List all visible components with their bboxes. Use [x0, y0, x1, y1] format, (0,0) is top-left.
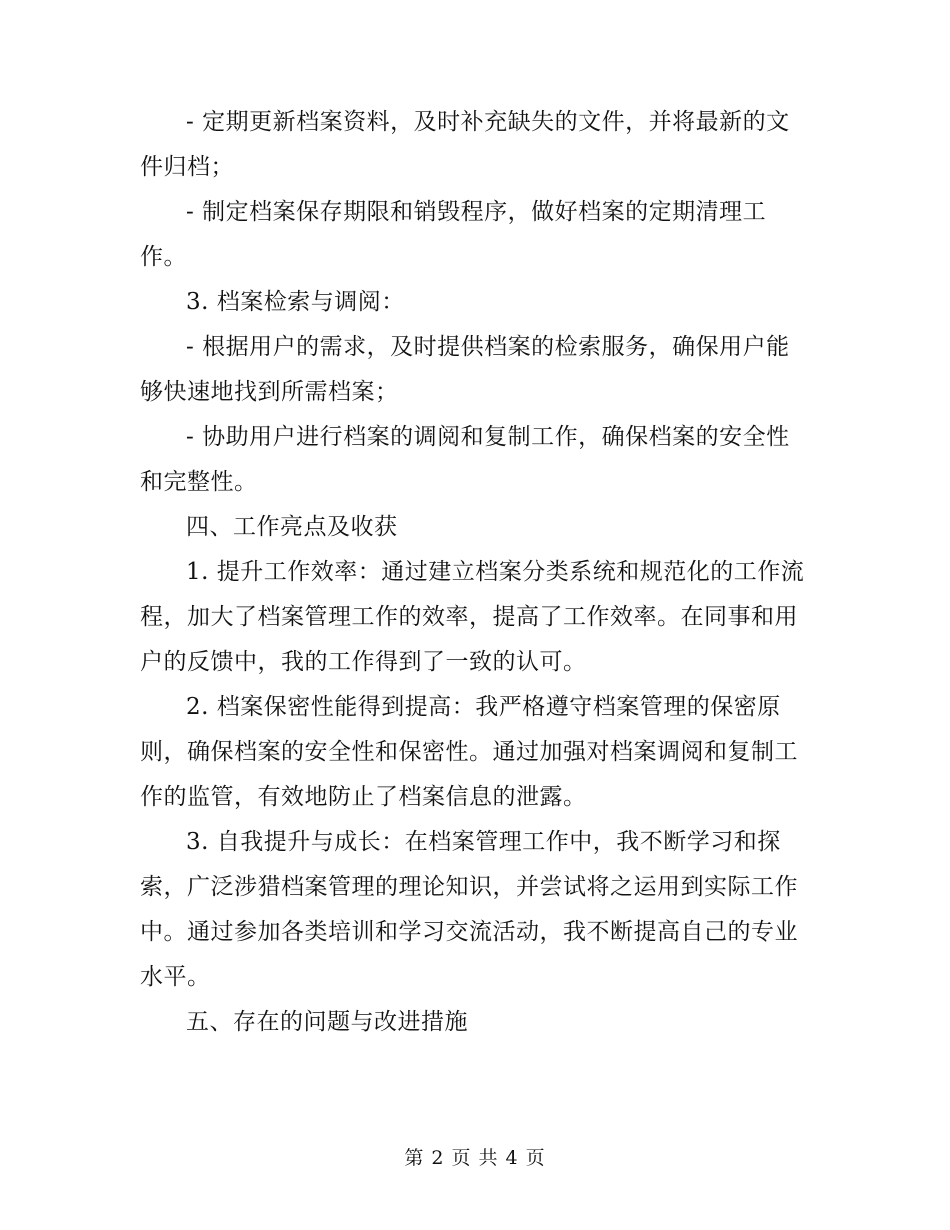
heading-retrieval: 3. 档案检索与调阅： — [186, 289, 405, 315]
document-body — [140, 100, 810, 1045]
paragraph-confidentiality: 2. 档案保密性能得到提高：我严格遵守档案管理的保密原则，确保档案的安全性和保密性。通过加强对档案调阅和复制工作的监管，有效地防止了档案信息的泄露。 — [140, 694, 798, 810]
paragraph-access-copy: - 协助用户进行档案的调阅和复制工作，确保档案的安全性和完整性。 — [140, 424, 790, 495]
section-heading-issues: 五、存在的问题与改进措施 — [186, 1009, 468, 1035]
paragraph-efficiency: 1. 提升工作效率：通过建立档案分类系统和规范化的工作流程，加大了档案管理工作的效率，提高了工作效率。在同事和用户的反馈中，我的工作得到了一致的认可。 — [140, 559, 805, 675]
paragraph-update-archives: - 定期更新档案资料，及时补充缺失的文件，并将最新的文件归档； — [140, 109, 790, 180]
paragraph-self-improvement: 3. 自我提升与成长：在档案管理工作中，我不断学习和探索，广泛涉猎档案管理的理论知识，并尝试将之运用到实际工作中。通过参加各类培训和学习交流活动，我不断提高自己的专业水平。 — [140, 829, 798, 990]
paragraph-retention-policy: - 制定档案保存期限和销毁程序，做好档案的定期清理工作。 — [140, 199, 767, 270]
page-number-footer: 第 2 页 共 4 页 — [404, 1147, 546, 1169]
paragraph-retrieval-service: - 根据用户的需求，及时提供档案的检索服务，确保用户能够快速地找到所需档案； — [140, 334, 790, 405]
section-heading-highlights: 四、工作亮点及收获 — [186, 514, 398, 540]
